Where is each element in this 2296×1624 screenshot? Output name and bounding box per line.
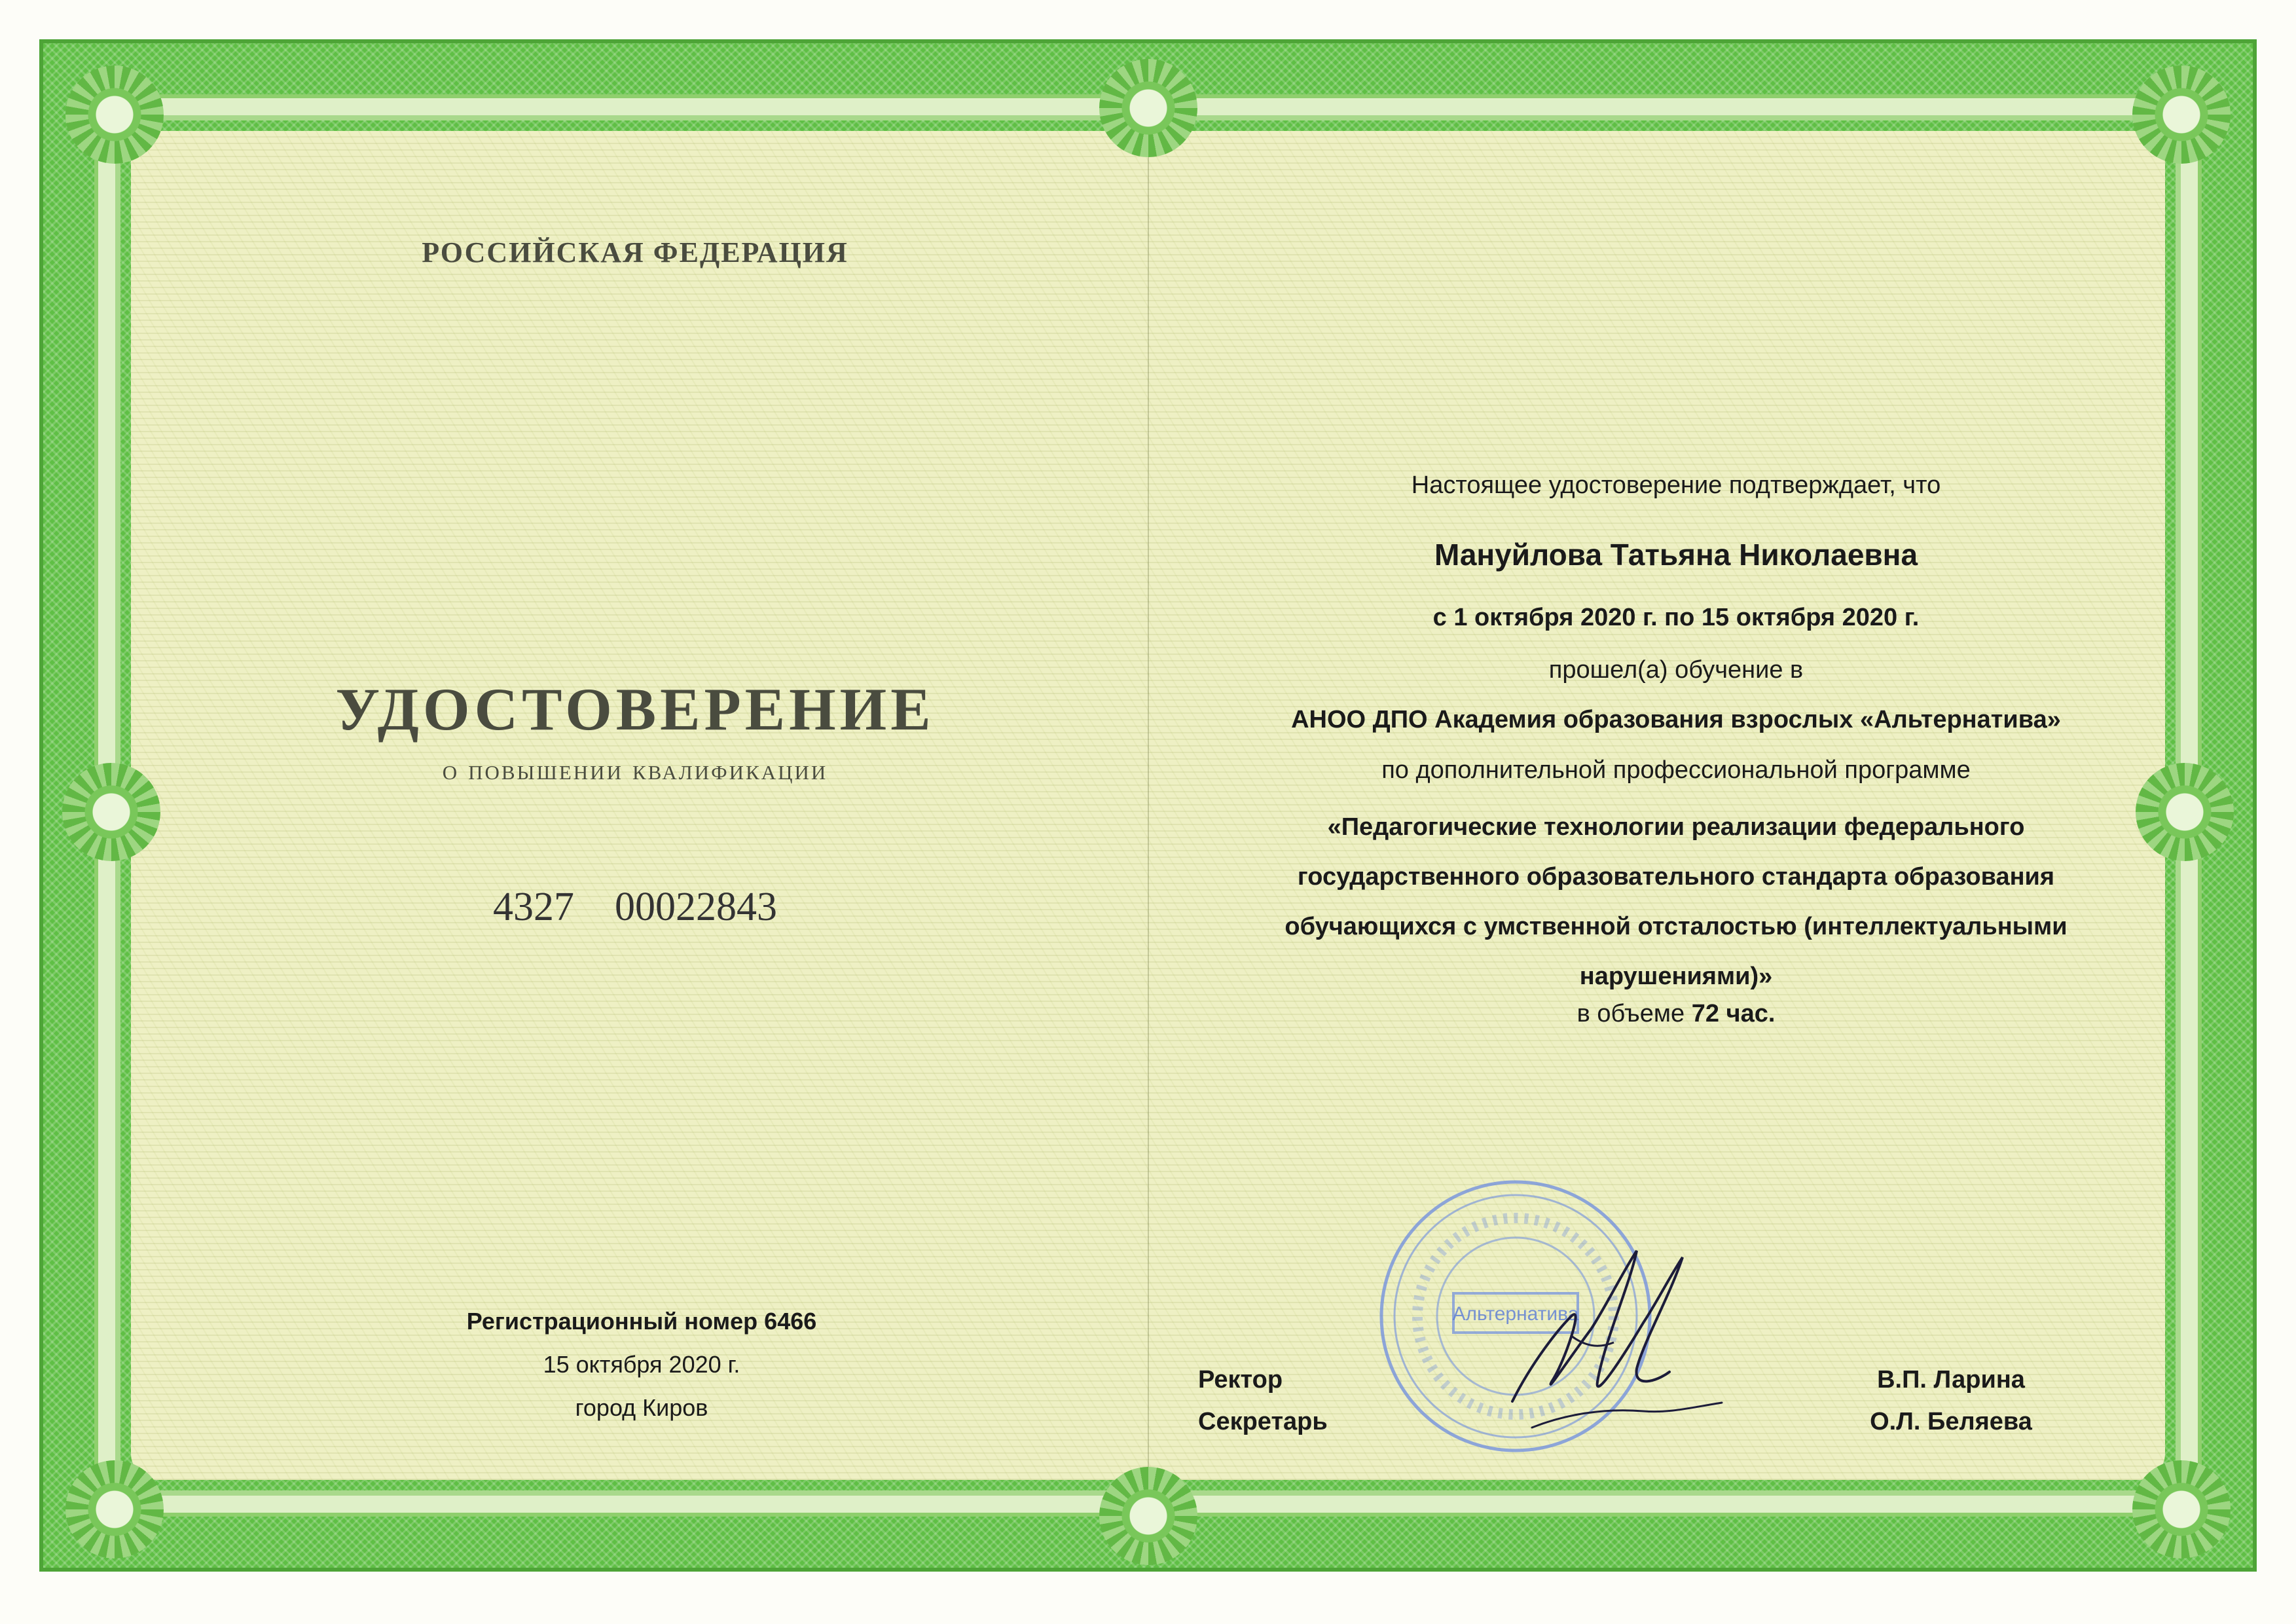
country-heading: РОССИЙСКАЯ ФЕДЕРАЦИЯ	[422, 236, 848, 268]
registration-block	[380, 1300, 903, 1430]
volume-prefix: в объеме	[1576, 1000, 1685, 1027]
center-fold-line	[1148, 98, 1149, 1526]
document-subtitle: о повышении квалификации	[442, 754, 828, 786]
secretary-name: О.Л. Беляева	[1870, 1408, 2032, 1435]
organization-name: АНОО ДПО Академия образования взрослых «Альтернатива»	[1291, 706, 2061, 733]
secretary-label: Секретарь	[1198, 1408, 1328, 1435]
issue-city: город Киров	[575, 1394, 708, 1421]
program-intro: по дополнительной профессиональной программе	[1381, 756, 1971, 784]
training-dates: с 1 октября 2020 г. по 15 октября 2020 г.	[1432, 604, 1920, 631]
rector-label: Ректор	[1198, 1366, 1283, 1393]
signature-icon	[1473, 1231, 1755, 1441]
rosette-ornament-icon	[1099, 1467, 1197, 1565]
issue-date: 15 октября 2020 г.	[543, 1351, 740, 1378]
rosette-ornament-icon	[62, 763, 160, 861]
signatory-titles	[1198, 1359, 1328, 1443]
program-title-line: государственного образовательного стандарта образования	[1297, 863, 2055, 891]
document-number	[275, 884, 995, 931]
rosette-ornament-icon	[2132, 65, 2231, 164]
rosette-ornament-icon	[2132, 1460, 2231, 1559]
document-serial: 00022843	[615, 885, 777, 929]
holder-name: Мануйлова Татьяна Николаевна	[1434, 538, 1918, 572]
registration-number: Регистрационный номер 6466	[466, 1308, 817, 1335]
document-series: 4327	[493, 885, 574, 929]
program-title-line: «Педагогические технологии реализации федерального	[1327, 813, 2025, 841]
program-volume	[1198, 1000, 2154, 1028]
program-title	[1198, 802, 2154, 1001]
stamp-text: Альтернатива	[1452, 1303, 1579, 1325]
volume-hours: 72 час.	[1691, 1000, 1776, 1027]
rosette-ornament-icon	[65, 65, 164, 164]
document-title: УДОСТОВЕРЕНИЕ	[335, 676, 935, 743]
certify-intro: Настоящее удостоверение подтверждает, что	[1411, 471, 1941, 499]
program-title-line: нарушениями)»	[1579, 963, 1773, 990]
program-title-line: обучающихся с умственной отсталостью (интеллектуальными	[1285, 913, 2068, 940]
passed-training-text: прошел(а) обучение в	[1548, 656, 1804, 684]
signatory-names	[1846, 1359, 2056, 1443]
rosette-ornament-icon	[1099, 59, 1197, 157]
rector-name: В.П. Ларина	[1877, 1366, 2025, 1393]
rosette-ornament-icon	[65, 1460, 164, 1559]
